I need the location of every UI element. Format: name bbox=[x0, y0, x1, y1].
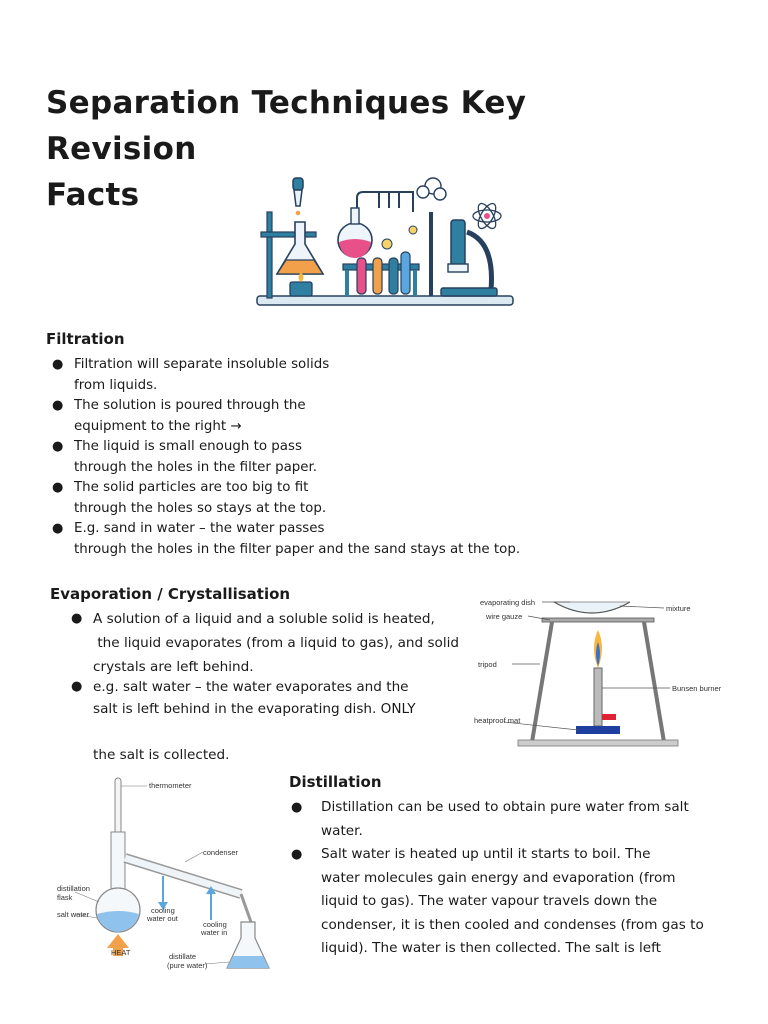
label-salt-water: salt water bbox=[57, 910, 90, 919]
science-lab-illustration bbox=[255, 172, 515, 310]
label-distillate-2: (pure water) bbox=[167, 961, 208, 970]
bullet-dot-icon: ● bbox=[52, 357, 64, 372]
label-cooling-in-1: cooling bbox=[203, 920, 227, 929]
label-evaporating-dish: evaporating dish bbox=[480, 598, 536, 607]
label-tripod: tripod bbox=[478, 660, 497, 669]
bullet-dot-icon: ● bbox=[52, 521, 64, 536]
filtration-bullet-5: ● E.g. sand in water – the water passes through the holes in the filter paper and the sand stays at the top. bbox=[52, 521, 521, 557]
label-mixture: mixture bbox=[666, 604, 691, 613]
label-distillation-flask-1: distillation bbox=[57, 884, 90, 893]
label-condenser: condenser bbox=[203, 848, 239, 857]
label-cooling-out-2: water out bbox=[147, 914, 178, 923]
label-distillate-1: distillate bbox=[169, 952, 197, 961]
evaporation-after-text: the salt is collected. bbox=[93, 747, 230, 763]
bullet-dot-icon: ● bbox=[71, 679, 83, 694]
filtration-bullet-4: ● The solid particles are too big to fit through the holes so stays at the top. bbox=[52, 480, 327, 516]
label-cooling-out-1: cooling bbox=[151, 906, 175, 915]
label-heat: HEAT bbox=[111, 948, 131, 957]
bullet-dot-icon: ● bbox=[52, 398, 64, 413]
evaporation-bullet-1: ● A solution of a liquid and a soluble solid is heated, the liquid evaporates (from a liquid to gas), and solid crystals are left behind. bbox=[93, 607, 459, 679]
label-wire-gauze: wire gauze bbox=[486, 612, 523, 621]
bullet-dot-icon: ● bbox=[71, 611, 83, 626]
distillation-diagram bbox=[55, 772, 280, 977]
filtration-bullet-2: ● The solution is poured through the equipment to the right → bbox=[52, 398, 306, 434]
filtration-heading: Filtration bbox=[46, 330, 125, 348]
bullet-dot-icon: ● bbox=[291, 847, 303, 862]
distillation-heading: Distillation bbox=[289, 773, 382, 791]
evaporation-diagram bbox=[470, 590, 732, 750]
filtration-bullet-1: ● Filtration will separate insoluble solids from liquids. bbox=[52, 357, 330, 393]
bullet-dot-icon: ● bbox=[52, 480, 64, 495]
evaporation-heading: Evaporation / Crystallisation bbox=[50, 585, 291, 603]
page-title-line-1: Separation Techniques Key Revision bbox=[46, 85, 527, 167]
bullet-dot-icon: ● bbox=[52, 439, 64, 454]
label-heatproof-mat: heatproof mat bbox=[474, 716, 521, 725]
page-title-line-2: Facts bbox=[46, 177, 140, 213]
distillation-bullet-1: ● Distillation can be used to obtain pure water from salt water. bbox=[321, 796, 689, 843]
label-thermometer: thermometer bbox=[149, 781, 192, 790]
bullet-dot-icon: ● bbox=[291, 800, 303, 815]
evaporation-bullet-2: ● e.g. salt water – the water evaporates and the salt is left behind in the evaporating dish. ONLY bbox=[93, 676, 416, 720]
label-distillation-flask-2: flask bbox=[57, 893, 73, 902]
label-bunsen-burner: Bunsen burner bbox=[672, 684, 722, 693]
distillation-bullet-2: ● Salt water is heated up until it starts to boil. The water molecules gain energy and evaporation (from liquid to gas). The water vapour travels down the condenser, it is then cooled and condenses (from gas to liquid). The water is then collected. The salt is left bbox=[321, 843, 704, 961]
label-cooling-in-2: water in bbox=[201, 928, 228, 937]
filtration-bullet-3: ● The liquid is small enough to pass through the holes in the filter paper. bbox=[52, 439, 318, 475]
